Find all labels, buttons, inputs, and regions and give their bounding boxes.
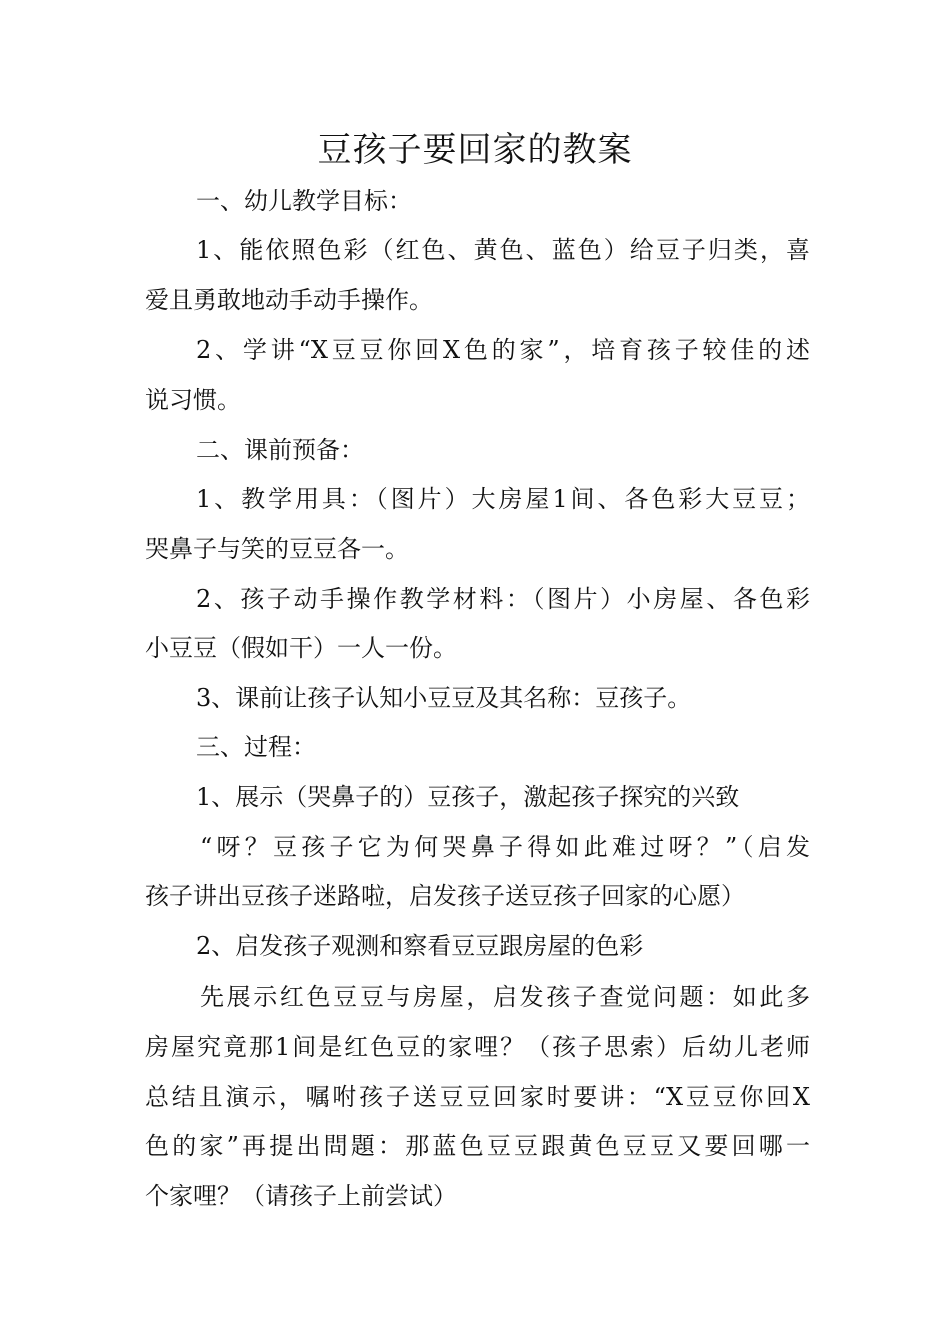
section-heading-goals: 一、幼儿教学目标： — [196, 187, 412, 215]
paragraph-line: 哭鼻子与笑的豆豆各一。 — [145, 535, 409, 563]
paragraph-line: 个家哩？（请孩子上前尝试） — [145, 1182, 457, 1210]
paragraph-line: 色的家”再提出問題：那蓝色豆豆跟黄色豆豆又要回哪一 — [145, 1132, 810, 1160]
document-title: 豆孩子要回家的教案 — [317, 130, 633, 170]
paragraph-line: 孩子讲出豆孩子迷路啦，启发孩子送豆孩子回家的心愿） — [145, 882, 745, 910]
paragraph-line: 1、教学用具：（图片）大房屋1间、各色彩大豆豆； — [196, 485, 810, 513]
paragraph-line: 先展示红色豆豆与房屋，启发孩子查觉问题：如此多 — [200, 983, 810, 1011]
paragraph-line: 1、展示（哭鼻子的）豆孩子，激起孩子探究的兴致 — [196, 783, 740, 811]
paragraph-line: 爱且勇敢地动手动手操作。 — [145, 286, 433, 314]
section-heading-preparation: 二、课前预备： — [196, 436, 364, 464]
paragraph-line: 说习惯。 — [145, 386, 241, 414]
paragraph-line: “呀？豆孩子它为何哭鼻子得如此难过呀？”（启发 — [200, 833, 810, 861]
section-heading-process: 三、过程： — [196, 733, 316, 761]
paragraph-line: 2、学讲“X豆豆你回X色的家”，培育孩子较佳的述 — [196, 336, 810, 364]
paragraph-line: 2、启发孩子观测和察看豆豆跟房屋的色彩 — [196, 932, 644, 960]
paragraph-line: 3、课前让孩子认知小豆豆及其名称：豆孩子。 — [196, 684, 692, 712]
paragraph-line: 1、能依照色彩（红色、黄色、蓝色）给豆子归类，喜 — [196, 236, 810, 264]
paragraph-line: 房屋究竟那1间是红色豆的家哩？（孩子思索）后幼儿老师 — [145, 1033, 810, 1061]
paragraph-line: 总结且演示，嘱咐孩子送豆豆回家时要讲：“X豆豆你回X — [145, 1083, 810, 1111]
paragraph-line: 小豆豆（假如干）一人一份。 — [145, 634, 457, 662]
paragraph-line: 2、孩子动手操作教学材料：（图片）小房屋、各色彩 — [196, 585, 810, 613]
